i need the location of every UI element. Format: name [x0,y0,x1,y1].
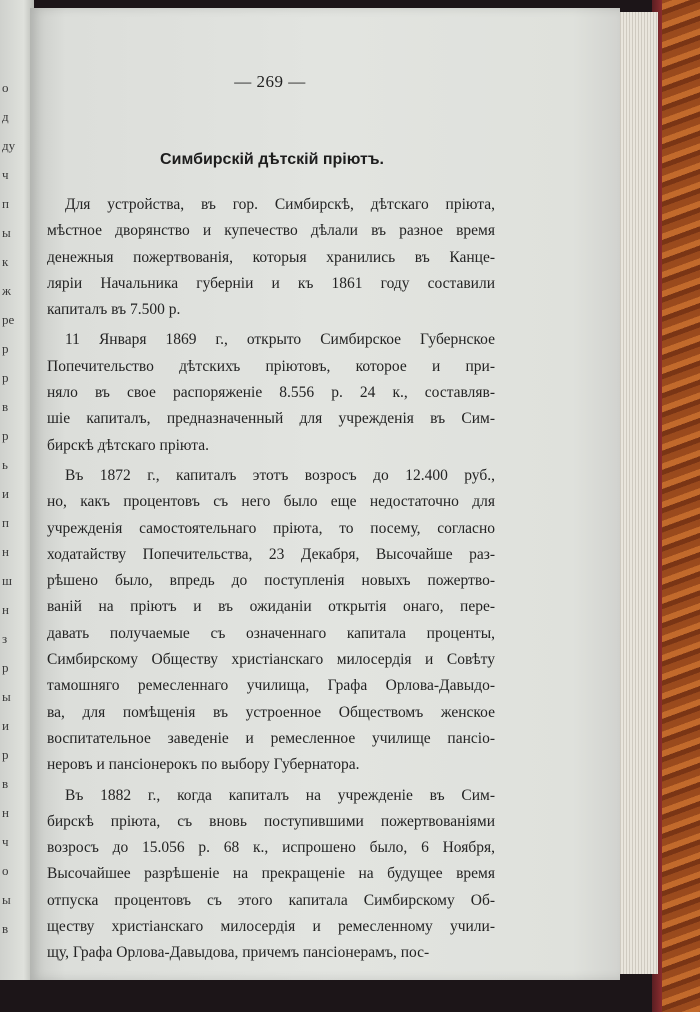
left-page-fragment: р [2,341,9,356]
left-page-fragment: н [2,805,9,820]
left-page-fragment: о [2,80,9,95]
text-line: отпуска процентовъ съ этого капитала Симбирскому Об- [47,891,495,909]
left-page-fragment: и [2,718,9,733]
text-line: шіе капиталъ, предназначенный для учрежденія въ Сим- [47,410,495,428]
text-line: рѣшено было, впредь до поступленія новыхъ пожертво- [47,572,495,590]
left-page-fragment: д [2,109,9,124]
paragraph [47,327,495,458]
text-line: бирскѣ дѣтскаго пріюта. [47,436,209,454]
text-line: бирскѣ пріюта, съ вновь поступившими пожертвованіями [47,812,495,830]
text-line: ходатайству Попечительства, 23 Декабря, Высочайше раз- [47,545,495,563]
text-line: няло въ свое распоряженіе 8.556 р. 24 к., составляв- [47,384,495,402]
text-line: ваній на пріютъ и въ ожиданіи открытія онаго, пере- [47,598,495,616]
paragraph [47,463,495,779]
left-page-fragment: в [2,776,9,791]
text-line: Въ 1882 г., когда капиталъ на учрежденіе въ Сим- [65,786,495,804]
left-page-fragment: ч [2,167,9,182]
text-line: но, какъ процентовъ съ него было еще недостаточно для [47,493,495,511]
left-page-fragment: ь [2,457,8,472]
left-page-fragment: ы [2,225,11,240]
body-text [47,192,495,967]
left-page-fragment: к [2,254,9,269]
text-line: Симбирскому Обществу христіанскаго милосердія и Совѣту [47,651,495,669]
left-page-fragment: р [2,660,9,675]
left-page-fragment: ч [2,834,9,849]
left-page-fragment: в [2,399,9,414]
text-line: Въ 1872 г., капиталъ этотъ возросъ до 12.400 руб., [65,466,495,484]
paragraph [47,192,495,323]
left-page-fragment: р [2,370,9,385]
text-line: денежныя пожертвованія, которыя хранились въ Канце- [47,248,495,266]
text-line: Высочайшее разрѣшеніе на прекращеніе на будущее время [47,865,495,883]
left-page-fragment: о [2,863,9,878]
text-line: возросъ до 15.056 р. 68 к., испрошено было, 6 Ноября, [47,839,495,857]
left-page-fragment: ы [2,892,11,907]
left-page-fragment: ш [2,573,13,588]
left-page-fragment: п [2,196,9,211]
text-line: ва, для помѣщенія въ устроенное Обществомъ женское [47,703,495,721]
book-page [30,8,620,980]
left-page-fragment: р [2,428,9,443]
text-line: тамошняго ремесленнаго училища, Графа Орлова-Давыдо- [47,677,495,695]
left-page-fragment: н [2,602,9,617]
text-line: щу, Графа Орлова-Давыдова, причемъ пансіонерамъ, пос- [47,944,430,962]
text-line: давать получаемые съ означеннаго капитала проценты, [47,624,495,642]
left-page-fragment: ж [2,283,11,298]
page-number: — 269 — [234,72,306,91]
left-page-fragment: ду [2,138,16,153]
text-line: 11 Января 1869 г., открыто Симбирское Губернское [65,331,495,349]
text-line: ществу христіанскаго милосердія и ремесленному учили- [47,918,495,936]
left-page-fragment: в [2,921,9,936]
text-line: учрежденія самостоятельнаго пріюта, то посему, согласно [47,519,495,537]
left-page-fragment: п [2,515,9,530]
text-line: воспитательное заведеніе и ремесленное училище пансіо- [47,729,495,747]
left-page-fragment: з [2,631,8,646]
page-title: Симбирскій дѣтскій пріютъ. [160,151,384,168]
paragraph [47,783,495,967]
book-binding [652,0,700,1012]
left-page-fragment: р [2,747,9,762]
text-line: неровъ и пансіонерокъ по выбору Губернатора. [47,756,360,774]
left-page-edge [0,0,34,980]
left-page-fragment: н [2,544,9,559]
text-line: Попечительство дѣтскихъ пріютовъ, которое и при- [47,357,495,375]
left-page-fragment: и [2,486,9,501]
text-line: мѣстное дворянство и купечество дѣлали въ разное время [47,222,495,240]
left-page-fragment: ы [2,689,11,704]
text-line: Для устройства, въ гор. Симбирскѣ, дѣтскаго пріюта, [65,196,495,213]
left-page-fragment: ре [2,312,15,327]
text-line: ляріи Начальника губерніи и къ 1861 году составили [47,274,495,292]
text-line: капиталъ въ 7.500 р. [47,301,181,319]
